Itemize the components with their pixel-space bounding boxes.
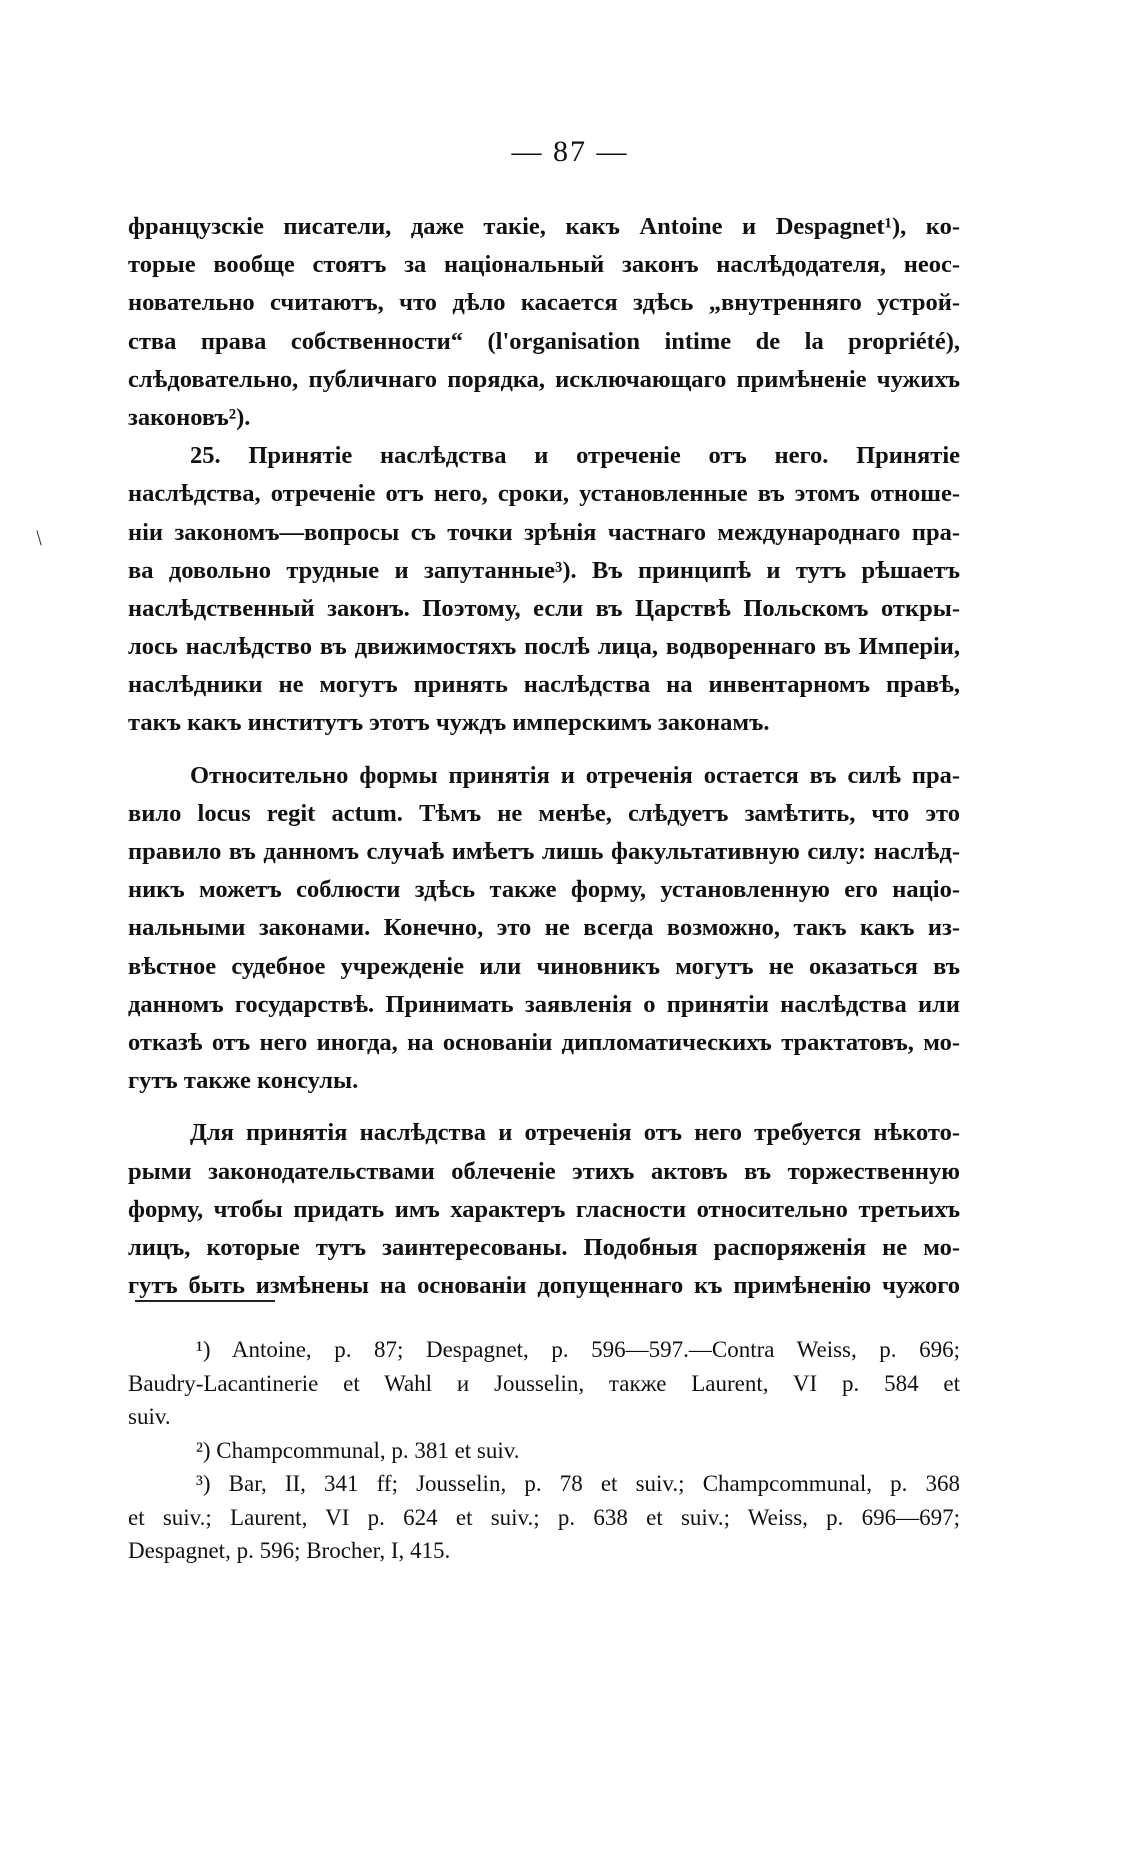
- text-line: форму, чтобы придать имъ характеръ гласности относительно третьихъ: [128, 1195, 960, 1223]
- paragraph-start-line: Относительно формы принятія и отреченія остается въ силѣ пра-: [190, 761, 960, 789]
- text-line: французскіе писатели, даже такіе, какъ Antoine и Despagnet¹), ко-: [128, 213, 960, 240]
- text-line: гутъ быть измѣнены на основаніи допущеннаго къ примѣненію чужого: [128, 1272, 960, 1300]
- text-line: отказѣ отъ него иногда, на основаніи дипломатическихъ трактатовъ, мо-: [128, 1028, 960, 1056]
- footnotes: [128, 1333, 960, 1568]
- text-line: данномъ государствѣ. Принимать заявленія о принятіи наслѣдства или: [128, 990, 960, 1018]
- text-line: новательно считаютъ, что дѣло касается здѣсь „внутренняго устрой-: [128, 289, 960, 317]
- text-line: нальными законами. Конечно, это не всегда возможно, такъ какъ из-: [128, 914, 960, 942]
- text-line: вило locus regit actum. Тѣмъ не менѣе, слѣдуетъ замѣтить, что это: [128, 799, 960, 827]
- footnote-line: Baudry-Lacantinerie et Wahl и Jousselin, также Laurent, VI p. 584 et: [128, 1370, 960, 1396]
- footnote-line: ²) Champcommunal, p. 381 et suiv.: [196, 1437, 520, 1463]
- text-line: законовъ²).: [128, 403, 251, 431]
- text-line: никъ можетъ соблюсти здѣсь также форму, установленную его націо-: [128, 876, 960, 904]
- footnote-line: ³) Bar, II, 341 ff; Jousselin, p. 78 et suiv.; Champcommunal, p. 368: [196, 1471, 960, 1496]
- footnote-line: ¹) Antoine, p. 87; Despagnet, p. 596—597.—Contra Weiss, p. 696;: [196, 1337, 960, 1362]
- text-line: наслѣдственный законъ. Поэтому, если въ Царствѣ Польскомъ откры-: [128, 594, 960, 622]
- text-line: ства права собственности“ (l'organisation intime de la propriété),: [128, 327, 960, 355]
- text-line: вѣстное судебное учрежденіе или чиновникъ могутъ не оказаться въ: [128, 952, 960, 980]
- text-line: торые вообще стоятъ за національный законъ наслѣдодателя, неос-: [128, 251, 960, 279]
- text-line: такъ какъ институтъ этотъ чуждъ имперскимъ законамъ.: [128, 709, 770, 737]
- footnote-line: Despagnet, p. 596; Brocher, I, 415.: [128, 1538, 451, 1563]
- footnote-line: et suiv.; Laurent, VI p. 624 et suiv.; p. 638 et suiv.; Weiss, p. 696—697;: [128, 1504, 960, 1530]
- margin-pencil-mark: /: [29, 525, 49, 550]
- page-number: — 87 —: [511, 135, 629, 168]
- text-line: лось наслѣдство въ движимостяхъ послѣ лица, водвореннаго въ Имперіи,: [128, 633, 960, 661]
- text-line: гутъ также консулы.: [128, 1067, 359, 1095]
- section-heading-line: 25. Принятіе наслѣдства и отреченіе отъ него. Принятіе: [190, 442, 960, 470]
- text-line: ва довольно трудные и запутанные³). Въ принципѣ и тутъ рѣшаетъ: [128, 556, 960, 584]
- footnote-line: suiv.: [128, 1404, 171, 1429]
- paragraph-start-line: Для принятія наслѣдства и отреченія отъ него требуется нѣкото-: [190, 1119, 960, 1147]
- main-text: [128, 208, 960, 1305]
- text-line: рыми законодательствами облеченіе этихъ актовъ въ торжественную: [128, 1157, 960, 1185]
- text-line: наслѣдники не могутъ принять наслѣдства на инвентарномъ правѣ,: [128, 671, 960, 699]
- text-line: правило въ данномъ случаѣ имѣетъ лишь факультативную силу: наслѣд-: [128, 838, 960, 865]
- footnote-divider: [135, 1300, 275, 1302]
- text-line: ніи закономъ—вопросы съ точки зрѣнія частнаго международнаго пра-: [128, 518, 960, 546]
- text-line: слѣдовательно, публичнаго порядка, исключающаго примѣненіе чужихъ: [128, 365, 960, 393]
- text-line: наслѣдства, отреченіе отъ него, сроки, установленные въ этомъ отноше-: [128, 480, 960, 508]
- text-line: лицъ, которые тутъ заинтересованы. Подобныя распоряженія не мо-: [128, 1233, 960, 1261]
